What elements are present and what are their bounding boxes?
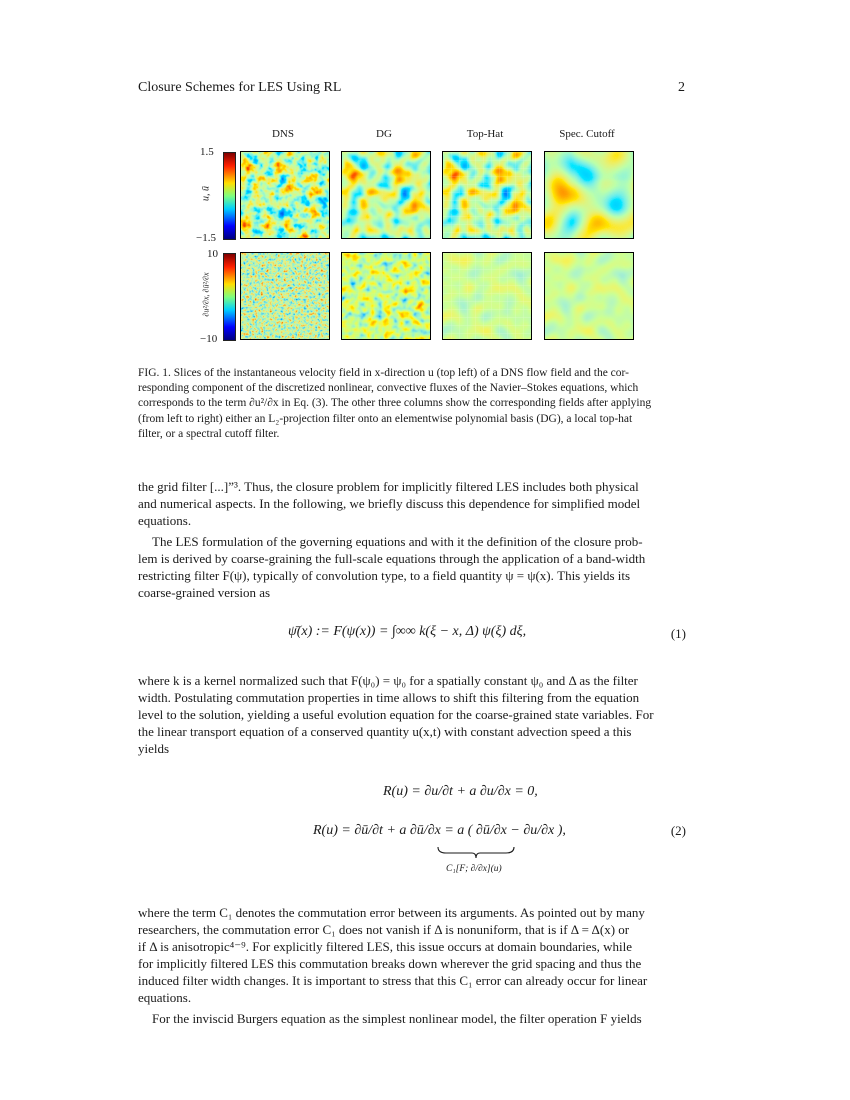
colorbar-1-max: 1.5	[200, 146, 214, 158]
paragraph-4	[138, 904, 686, 1006]
paragraph-1	[138, 478, 686, 529]
panel-velocity-dns	[240, 151, 330, 239]
panel-flux-dg	[341, 252, 431, 340]
text-line: The LES formulation of the governing equations and with it the definition of the closure prob-	[152, 534, 643, 549]
paragraph-3	[138, 672, 686, 757]
caption-line: FIG. 1. Slices of the instantaneous velocity field in x-direction u (top left) of a DNS flow field and the cor-	[138, 367, 629, 379]
panel-velocity-dg	[341, 151, 431, 239]
running-header-title: Closure Schemes for LES Using RL	[138, 80, 342, 95]
equation-1: ψ̄(x) := F(ψ(x)) = ∫∞∞ k(ξ − x, Δ) ψ(ξ) dξ,	[288, 624, 527, 639]
underbrace	[436, 845, 516, 859]
text-line: restricting filter F(ψ), typically of convolution type, to a field quantity ψ = ψ(x). This yields its	[138, 568, 631, 583]
text-line: where k is a kernel normalized such that F(ψ₀) = ψ₀ for a spatially constant ψ₀ and Δ as the filter	[138, 673, 638, 688]
equation-1-number: (1)	[670, 626, 686, 641]
text-line: induced filter width changes. It is important to stress that this C₁ error can already occur for linear	[138, 973, 648, 988]
column-label-dns: DNS	[271, 128, 294, 140]
text-line: lem is derived by coarse-graining the full-scale equations through the application of a band-width	[138, 551, 646, 566]
column-label-dg: DG	[376, 128, 392, 140]
panel-flux-top-hat	[442, 252, 532, 340]
text-line: coarse-grained version as	[138, 585, 271, 600]
text-line: width. Postulating commutation properties in time allows to shift this filtering from the equation	[138, 690, 640, 705]
text-line: where the term C₁ denotes the commutation error between its arguments. As pointed out by many	[138, 905, 645, 920]
row-1-ylabel: u, ū	[200, 186, 212, 201]
column-label-spec-cutoff: Spec. Cutoff	[559, 128, 615, 140]
colorbar-flux	[223, 253, 236, 341]
text-line: yields	[138, 741, 170, 756]
equation-2b: R(u) = ∂ū/∂t + a ∂ū/∂x = a ( ∂ū/∂x − ∂u/∂x ),	[313, 823, 566, 838]
paragraph-2	[138, 533, 686, 601]
text-line: researchers, the commutation error C₁ does not vanish if Δ is nonuniform, that is if Δ = Δ(x) or	[138, 922, 630, 937]
panel-flux-spec-cutoff	[544, 252, 634, 340]
text-line: and numerical aspects. In the following, we briefly discuss this dependence for simplified model	[138, 496, 641, 511]
panel-velocity-spec-cutoff	[544, 151, 634, 239]
column-label-top-hat: Top-Hat	[466, 128, 504, 140]
panel-flux-dns	[240, 252, 330, 340]
page-number: 2	[678, 80, 685, 95]
colorbar-velocity	[223, 152, 236, 240]
equation-2-number: (2)	[670, 823, 686, 838]
caption-line: responding component of the discretized nonlinear, convective fluxes of the Navier–Stokes equations, which	[138, 382, 639, 395]
text-line: for implicitly filtered LES this commutation breaks down wherever the grid spacing and thus the	[138, 956, 642, 971]
equation-2a: R(u) = ∂u/∂t + a ∂u/∂x = 0,	[383, 784, 538, 799]
caption-line: (from left to right) either an L₂-projection filter onto an elementwise polynomial basis (DG), a local top-hat	[138, 412, 633, 425]
text-line: level to the solution, yielding a useful evolution equation for the coarse-grained state variables. For	[138, 707, 654, 722]
caption-line: filter, or a spectral cutoff filter.	[138, 427, 280, 440]
equation-2-underbrace-label: C₁[F; ∂/∂x](u)	[446, 864, 502, 874]
text-line: the linear transport equation of a conserved quantity u(x,t) with constant advection speed a this	[138, 724, 632, 739]
text-line: equations.	[138, 513, 192, 528]
row-2-ylabel: ∂u²/∂x, ∂ū²/∂x	[201, 272, 211, 317]
text-line: equations.	[138, 990, 192, 1005]
colorbar-1-min: −1.5	[196, 232, 216, 244]
colorbar-2-max: 10	[207, 248, 218, 260]
figure-caption	[138, 366, 688, 442]
paragraph-5	[138, 1010, 686, 1027]
colorbar-2-min: −10	[200, 333, 218, 345]
text-line: the grid filter [...]”³. Thus, the closure problem for implicitly filtered LES includes both physical	[138, 479, 639, 494]
text-line: For the inviscid Burgers equation as the simplest nonlinear model, the filter operation F yields	[152, 1011, 642, 1026]
text-line: if Δ is anisotropic⁴⁻⁹. For explicitly filtered LES, this issue occurs at domain boundaries, while	[138, 939, 633, 954]
caption-line: corresponds to the term ∂u²/∂x in Eq. (3). The other three columns show the corresponding fields after applying	[138, 397, 652, 410]
panel-velocity-top-hat	[442, 151, 532, 239]
